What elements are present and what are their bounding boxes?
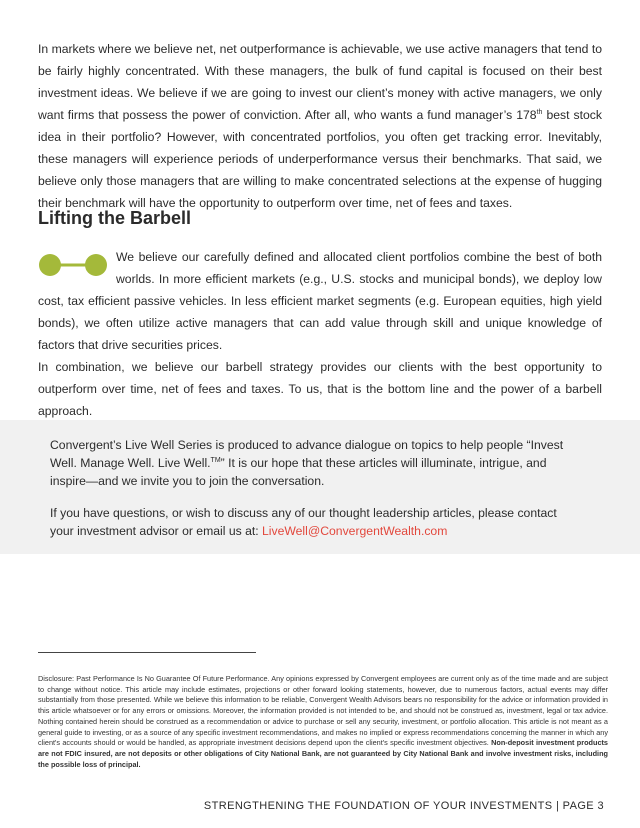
disclaimer-bold: Non-deposit investment products are not FDIC insured, are not deposits or other obligations of City National Bank, are not guaranteed by City National Bank and involve investment risks, including the possible loss of principal.	[38, 738, 608, 769]
callout-intro	[50, 436, 580, 490]
section-heading: Lifting the Barbell	[38, 208, 191, 228]
footnote-divider	[38, 652, 256, 653]
intro-text-b: best stock idea in their portfolio? However, with concentrated portfolios, you often get tracking error. Inevitably, these managers will experience periods of underperformance versus their benchmarks. That said, we believe only those managers that are willing to make concentrated selections at the expense of hugging their benchmark will have the opportunity to outperform over time, net of fees and taxes.	[38, 108, 602, 210]
page-footer: STRENGTHENING THE FOUNDATION OF YOUR INVESTMENTS | PAGE 3	[203, 800, 604, 812]
email-link[interactable]: LiveWell@ConvergentWealth.com	[262, 524, 448, 538]
intro-text-a: In markets where we believe net, net outperformance is achievable, we use active managers that tend to be fairly highly concentrated. With these managers, the bulk of fund capital is focused on their best investment ideas. We believe if we are going to invest our client’s money with active managers, we only want firms that possess the power of conviction. After all, who wants a fund manager’s 178	[38, 42, 602, 122]
live-well-callout	[0, 420, 640, 554]
disclaimer-text: Disclosure: Past Performance Is No Guarantee Of Future Performance. Any opinions expressed by Convergent employees are current only as of the time made and are subject to change without notice. This article may include estimates, projections or other forward looking statements, however, due to numerous factors, actual events may differ substantially from those presented. While we believe this information to be reliable, Convergent Wealth Advisors bears no responsibility for the advice or information provided in this article whatsoever or for any errors or omissions. Moreover, the information provided is not intended to be, and should not be construed as, investment, legal or tax advice. Nothing contained herein should be construed as a recommendation or advice to purchase or sell any security, investment, or portfolio allocation. This article is not meant as a general guide to investing, or as a source of any specific investment recommendations, and makes no implied or express recommendations concerning the manner in which any client's accounts should or would be handled, as appropriate investment decisions depend upon the client's specific investment objectives.	[38, 674, 608, 748]
barbell-text: We believe our carefully defined and allocated client portfolios combine the best of both worlds. In more efficient markets (e.g., U.S. stocks and municipal bonds), we deploy low cost, tax efficient passive vehicles. In less efficient market segments (e.g. European equities, high yield bonds), we often utilize active managers that can add value through skill and unique knowledge of factors that drive securities prices.	[38, 250, 602, 352]
callout-intro-a: Convergent’s Live Well Series is produced to advance dialogue on topics to help people “Invest Well. Manage Well. Live Well.	[50, 438, 564, 470]
combination-paragraph: In combination, we believe our barbell strategy provides our clients with the best opportunity to outperform over time, net of fees and taxes. To us, that is the bottom line and the power of a barbell approach.	[38, 360, 602, 418]
barbell-paragraph	[38, 246, 602, 356]
callout-contact-text: If you have questions, or wish to discuss any of our thought leadership articles, please contact your investment advisor or email us at:	[50, 506, 557, 538]
callout-intro-b: ” It is our hope that these articles will illuminate, intrigue, and inspire—and we invite you to join the conversation.	[50, 456, 547, 488]
intro-paragraph	[38, 38, 602, 214]
ordinal-suffix: th	[536, 108, 543, 116]
trademark-mark: TM	[210, 456, 221, 464]
callout-contact	[50, 504, 580, 540]
disclaimer	[38, 674, 608, 770]
